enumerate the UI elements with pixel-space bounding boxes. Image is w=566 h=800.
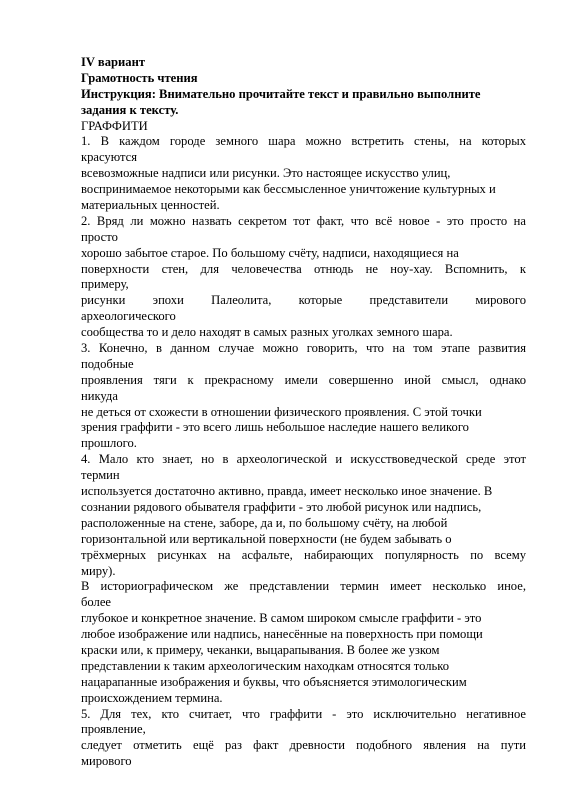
text-line: проявление, [81, 722, 146, 737]
text-line: зрения граффити - это всего лишь небольшое наследие нашего великого [81, 420, 469, 435]
text-line: миру). [81, 563, 116, 578]
text-line: просто [81, 229, 118, 244]
text-line: любое изображение или надпись, нанесённые на поверхность при помощи [81, 627, 483, 642]
text-line: 2. Вряд ли можно назвать секретом тот факт, что всё новое - это просто на [81, 213, 526, 228]
text-line: В историографическом же представлении термин имеет несколько иное, [81, 579, 526, 594]
text-line: не деться от схожести в отношении физического проявления. С этой точки [81, 404, 482, 419]
text-title: ГРАФФИТИ [81, 118, 148, 133]
text-line: сообщества то и дело находят в самых разных уголках земного шара. [81, 325, 453, 340]
text-line: всевозможные надписи или рисунки. Это настоящее искусство улиц, [81, 166, 451, 181]
text-line: хорошо забытое старое. По большому счёту, надписи, находящиеся на [81, 245, 459, 260]
text-body [81, 134, 526, 770]
text-line: сознании рядового обывателя граффити - это любой рисунок или надпись, [81, 499, 482, 514]
instruction-line: Инструкция: Внимательно прочитайте текст и правильно выполните [81, 86, 481, 101]
text-line: поверхности стен, для человечества отнюдь не ноу-хау. Вспомнить, к [81, 261, 526, 276]
text-line: нацарапанные изображения и буквы, что объясняется этимологическим [81, 674, 467, 689]
instruction-line: задания к тексту. [81, 102, 179, 117]
text-line: 1. В каждом городе земного шара можно встретить стены, на которых [81, 134, 526, 149]
document-page [81, 55, 526, 770]
text-line: воспринимаемое некоторыми как бессмысленное уничтожение культурных и [81, 182, 496, 197]
text-line: глубокое и конкретное значение. В самом широком смысле граффити - это [81, 611, 482, 626]
text-line: материальных ценностей. [81, 198, 220, 213]
text-line: красуются [81, 150, 138, 165]
text-line: примеру, [81, 277, 129, 292]
section-heading: Грамотность чтения [81, 70, 198, 85]
text-line: следует отметить ещё раз факт древности подобного явления на пути [81, 738, 526, 753]
text-line: используется достаточно активно, правда, имеет несколько иное значение. В [81, 484, 493, 499]
variant-heading: IV вариант [81, 55, 146, 69]
text-line: 3. Конечно, в данном случае можно говорить, что на том этапе развития [81, 341, 526, 356]
text-line: 4. Мало кто знает, но в археологической и искусствоведческой среде этот [81, 452, 526, 467]
text-line: никуда [81, 388, 118, 403]
text-line: мирового [81, 754, 132, 769]
text-line: рисунки эпохи Палеолита, которые представители мирового [81, 293, 526, 308]
text-line: 5. Для тех, кто считает, что граффити - это исключительно негативное [81, 706, 526, 721]
text-line: прошлого. [81, 436, 137, 451]
text-line: краски или, к примеру, чеканки, выцарапывания. В более же узком [81, 642, 440, 657]
text-line: проявления тяги к прекрасному имели совершенно иной смысл, однако [81, 372, 526, 387]
text-line: происхождением термина. [81, 690, 223, 705]
text-line: горизонтальной или вертикальной поверхности (не будем забывать о [81, 531, 452, 546]
text-line: более [81, 595, 112, 610]
text-line: трёхмерных рисунках на асфальте, набирающих популярность по всему [81, 547, 526, 562]
text-line: представлении к таким археологическим находкам относятся только [81, 658, 450, 673]
text-line: термин [81, 468, 120, 483]
text-line: расположенные на стене, заборе, да и, по большому счёту, на любой [81, 515, 448, 530]
text-line: подобные [81, 356, 134, 371]
text-line: археологического [81, 309, 176, 324]
